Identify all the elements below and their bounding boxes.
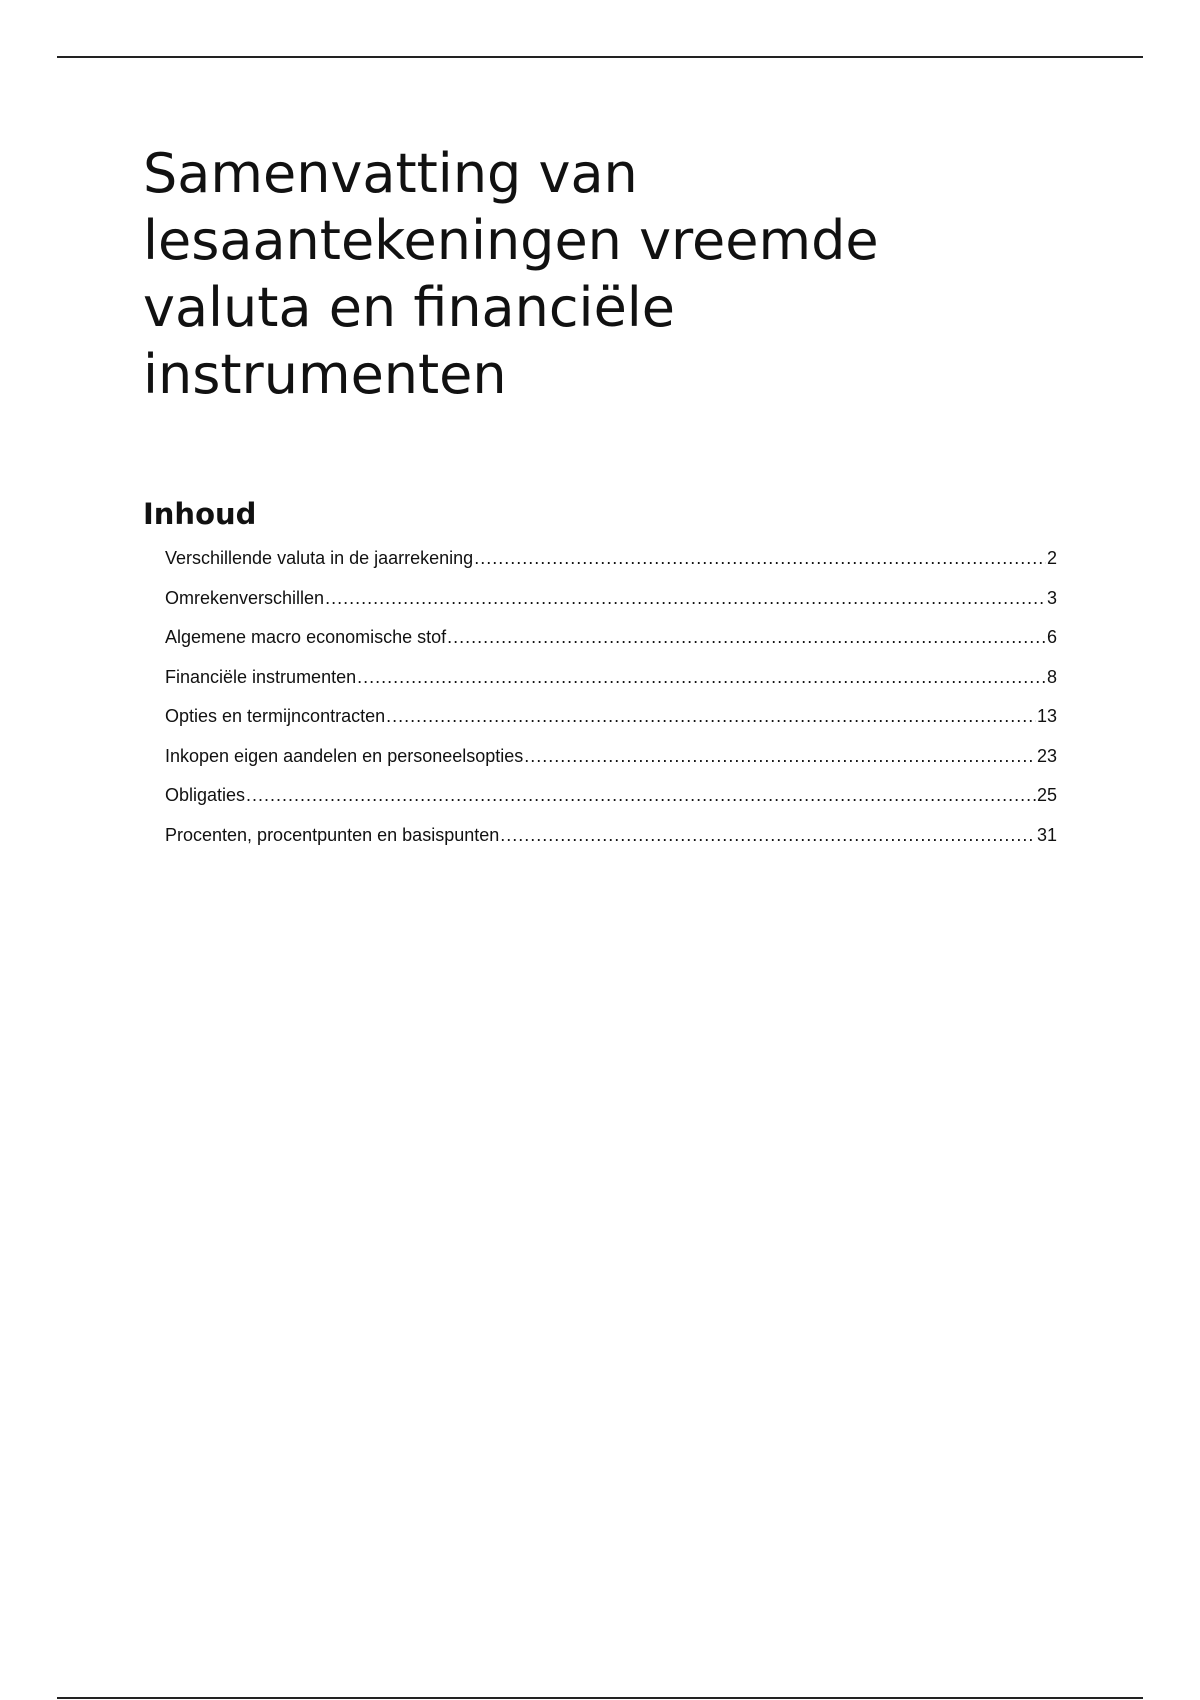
toc-entry-label: Verschillende valuta in de jaarrekening [165, 548, 474, 568]
toc-dot-leader [524, 746, 1036, 767]
toc-entry-label: Financiële instrumenten [165, 666, 357, 687]
toc-dot-leader [325, 588, 1046, 609]
table-of-contents [165, 548, 1057, 864]
toc-dot-leader [474, 548, 1046, 569]
toc-dot-leader [500, 825, 1036, 846]
toc-entry-page: 8 [1046, 666, 1057, 687]
toc-entry-eigen-aandelen[interactable] [165, 746, 1057, 786]
toc-dot-leader [447, 627, 1046, 648]
footer-rule [57, 1697, 1143, 1699]
toc-entry-financiele-instrumenten[interactable] [165, 667, 1057, 707]
toc-entry-page: 13 [1036, 706, 1057, 726]
toc-entry-page: 25 [1036, 785, 1057, 805]
toc-entry-page: 3 [1046, 587, 1057, 608]
toc-dot-leader [246, 785, 1036, 806]
toc-entry-obligaties[interactable] [165, 785, 1057, 825]
document-title: Samenvatting van lesaantekeningen vreemde valuta en financiële instrumenten [143, 142, 879, 406]
toc-dot-leader [386, 706, 1036, 727]
toc-entry-verschillende-valuta[interactable] [165, 548, 1057, 588]
toc-entry-label: Inkopen eigen aandelen en personeelsopties [165, 745, 524, 766]
toc-dot-leader [357, 667, 1046, 688]
toc-entry-page: 31 [1036, 824, 1057, 845]
toc-entry-macro-economische-stof[interactable] [165, 627, 1057, 667]
toc-entry-page: 2 [1046, 548, 1057, 568]
toc-entry-label: Omrekenverschillen [165, 587, 325, 608]
toc-heading: Inhoud [143, 497, 257, 531]
toc-entry-page: 23 [1036, 745, 1057, 766]
toc-entry-label: Opties en termijncontracten [165, 706, 386, 726]
toc-entry-omrekenverschillen[interactable] [165, 588, 1057, 628]
header-rule [57, 56, 1143, 58]
toc-entry-opties-termijncontracten[interactable] [165, 706, 1057, 746]
toc-entry-label: Algemene macro economische stof [165, 627, 447, 647]
toc-entry-page: 6 [1046, 627, 1057, 647]
toc-entry-label: Obligaties [165, 785, 246, 805]
toc-entry-label: Procenten, procentpunten en basispunten [165, 824, 500, 845]
toc-entry-procenten[interactable] [165, 825, 1057, 865]
